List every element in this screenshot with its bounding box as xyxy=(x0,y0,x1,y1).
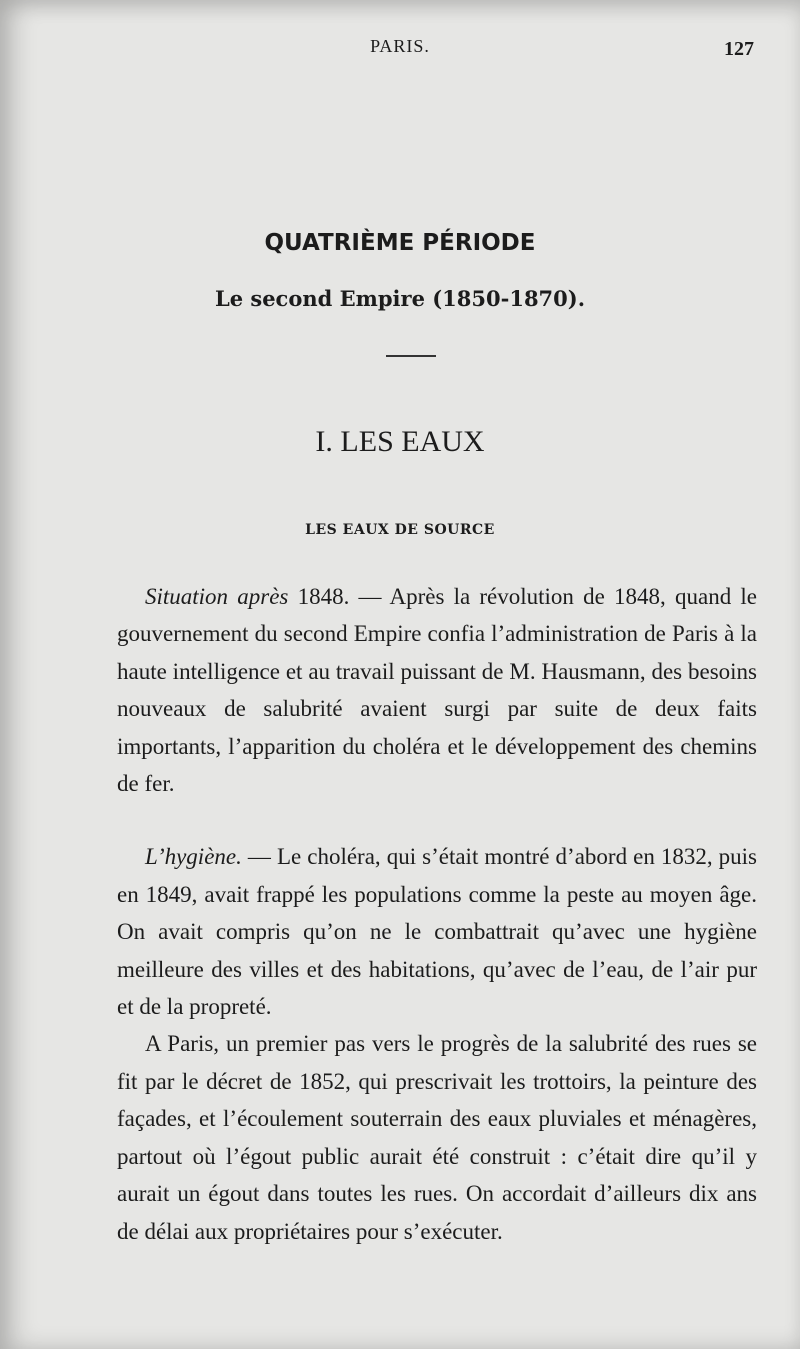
paragraph-text: A Paris, un premier pas vers le progrès de la salubrité des rues se fit par le décret de 1852, qui prescrivait les trottoirs, la peinture des façades, et l’écoulement souterrain des eaux pluviales et ménagères, partout où l’égout public aurait été construit : c’était dire qu’il y aurait un égout dans toutes les rues. On accordait d’ailleurs dix ans de délai aux propriétaires pour s’exécuter. xyxy=(117,1031,757,1244)
period-subtitle: Le second Empire (1850-1870). xyxy=(214,286,586,311)
period-title: QUATRIÈME PÉRIODE xyxy=(264,230,536,256)
paragraph-text: 1848. — Après la révolution de 1848, quand le gouvernement du second Empire confia l’administration de Paris à la haute intelligence et au travail puissant de M. Hausmann, des besoins nouveaux de salubrité avaient surgi par suite de deux faits importants, l’apparition du choléra et le développement des chemins de fer. xyxy=(117,584,758,797)
chapter-title: I. LES EAUX xyxy=(315,425,485,458)
paragraph-hygiene xyxy=(117,838,757,1025)
page-number: 127 xyxy=(724,38,754,60)
body-text xyxy=(117,578,757,1250)
running-title: PARIS. xyxy=(370,36,430,56)
section-title: LES EAUX DE SOURCE xyxy=(305,522,495,538)
paragraph-lead: Situation après xyxy=(145,584,289,609)
paragraph-decret xyxy=(117,1025,757,1249)
paragraph-lead: L’hygiène. xyxy=(145,844,242,870)
paragraph-situation xyxy=(117,578,757,802)
paragraph-text: — Le choléra, qui s’était montré d’abord en 1832, puis en 1849, avait frappé les populations comme la peste au moyen âge. On avait compris qu’on ne le combattrait qu’avec une hygiène meilleure des villes et des habitations, qu’avec de l’eau, de l’air pur et de la propreté. xyxy=(117,844,757,1020)
section-divider xyxy=(386,355,436,357)
paragraph-gap xyxy=(117,802,757,838)
